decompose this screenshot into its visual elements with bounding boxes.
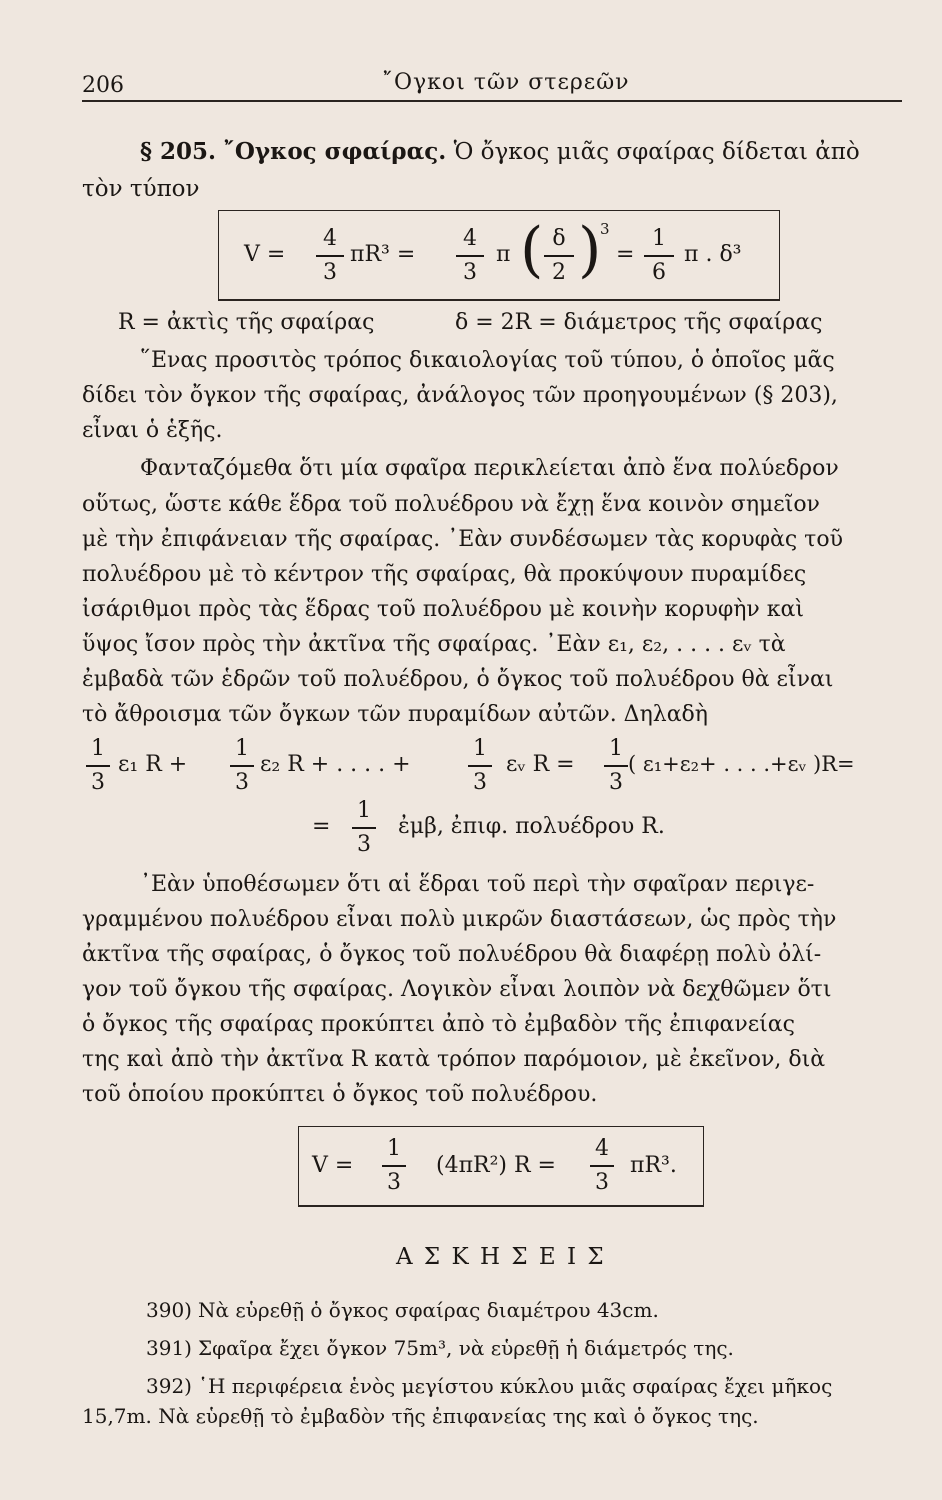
f2-dd: 3	[609, 770, 623, 795]
section-heading	[140, 140, 860, 164]
p2-line-4: πολυέδρου μὲ τὸ κέντρον τῆς σφαίρας, θὰ προκύψουν πυραμίδες	[82, 562, 807, 587]
f2-na: 1	[91, 736, 105, 761]
f1-t2: π	[496, 242, 511, 267]
f2-t3: εᵥ R =	[506, 752, 575, 777]
exercise-number: 390)	[146, 1298, 192, 1322]
f2-da: 3	[91, 770, 105, 795]
f2-frac-a	[86, 738, 110, 794]
f3-t2: πR³.	[630, 1153, 677, 1178]
section-intro-2: τὸν τύπον	[82, 176, 200, 202]
f2-frac-e	[352, 800, 376, 856]
f2-de: 3	[357, 832, 371, 857]
f3-n1: 1	[387, 1136, 401, 1161]
f2-t1: ε₁ R +	[118, 752, 188, 777]
exercise-number: 392)	[146, 1374, 192, 1398]
exercise-number: 391)	[146, 1336, 192, 1360]
f1-pn: δ	[552, 226, 566, 251]
exercise-392-continued: 15,7m. Νὰ εὑρεθῇ τὸ ἐμβαδὸν τῆς ἐπιφανείας της καὶ ὁ ὄγκος της.	[82, 1404, 759, 1428]
f2-nb: 1	[235, 736, 249, 761]
p3-line-6: της καὶ ἀπὸ τὴν ἀκτῖνα R κατὰ τρόπον παρόμοιον, μὲ ἐκεῖνον, διὰ	[82, 1047, 826, 1072]
exercise-text: Σφαῖρα ἔχει ὄγκον 75m³, νὰ εὑρεθῇ ἡ διάμετρός της.	[198, 1336, 734, 1360]
section-number: § 205.	[140, 138, 217, 165]
f2-nc: 1	[473, 736, 487, 761]
f1-d2: 3	[463, 260, 477, 285]
exercise-text: Νὰ εὑρεθῇ ὁ ὄγκος σφαίρας διαμέτρου 43cm.	[198, 1298, 659, 1322]
running-title: ῎Ογκοι τῶν στερεῶν	[382, 70, 630, 95]
exercise-392	[146, 1376, 832, 1396]
f2-frac-b	[230, 738, 254, 794]
p3-line-2: γραμμένου πολυέδρου εἶναι πολὺ μικρῶν διαστάσεων, ὡς πρὸς τὴν	[82, 907, 837, 932]
f2-db: 3	[235, 770, 249, 795]
exercise-text: ῾Η περιφέρεια ἑνὸς μεγίστου κύκλου μιᾶς σφαίρας ἔχει μῆκος	[198, 1374, 833, 1398]
f1-t3: π . δ³	[684, 242, 742, 267]
header-rule	[82, 100, 902, 102]
p2-line-1: Φανταζόμεθα ὅτι μία σφαῖρα περικλείεται ἀπὸ ἕνα πολύεδρον	[140, 456, 839, 481]
p1-line-1: ῞Ενας προσιτὸς τρόπος δικαιολογίας τοῦ τύπου, ὁ ὁποῖος μᾶς	[140, 348, 835, 373]
p3-line-5: ὁ ὄγκος τῆς σφαίρας προκύπτει ἀπὸ τὸ ἐμβαδὸν τῆς ἐπιφανείας	[82, 1012, 795, 1037]
f1-frac-delta-2	[544, 228, 574, 284]
f1-frac-1-6	[644, 228, 674, 284]
f2-frac-c	[468, 738, 492, 794]
f1-d1: 3	[323, 260, 337, 285]
f1-n1: 4	[323, 226, 337, 251]
f2-eq: =	[312, 814, 331, 839]
f1-t1: πR³ =	[350, 242, 416, 267]
f1-frac-4-3b	[456, 228, 484, 284]
f3-V: V =	[312, 1153, 354, 1178]
f1-d3: 6	[652, 260, 666, 285]
p1-line-2: δίδει τὸν ὄγκον τῆς σφαίρας, ἀνάλογος τῶν προηγουμένων (§ 203),	[82, 383, 838, 408]
p3-line-4: γον τοῦ ὄγκου τῆς σφαίρας. Λογικὸν εἶναι λοιπὸν νὰ δεχθῶμεν ὅτι	[82, 977, 832, 1002]
f2-ne: 1	[357, 798, 371, 823]
f2-t2: ε₂ R + . . . . +	[260, 752, 411, 777]
exercises-title: Α Σ Κ Η Σ Ε Ι Σ	[396, 1244, 606, 1270]
p3-line-7: τοῦ ὁποίου προκύπτει ὁ ὄγκος τοῦ πολυέδρου.	[82, 1082, 598, 1107]
f2-t4: ( ε₁+ε₂+ . . . .+εᵥ )R=	[628, 752, 855, 776]
f2-frac-d	[604, 738, 628, 794]
p3-line-3: ἀκτῖνα τῆς σφαίρας, ὁ ὄγκος τοῦ πολυέδρου θὰ διαφέρῃ πολὺ ὀλί-	[82, 942, 822, 967]
f1-V: V =	[244, 242, 286, 267]
f1-eq: =	[616, 242, 635, 267]
f3-d2: 3	[595, 1170, 609, 1195]
f1-n3: 1	[652, 226, 666, 251]
f1-frac-4-3	[316, 228, 344, 284]
f1-pd: 2	[552, 260, 566, 285]
p2-line-5: ἰσάριθμοι πρὸς τὰς ἕδρας τοῦ πολυέδρου μὲ κοινὴν κορυφὴν καὶ	[82, 597, 805, 622]
f3-t1: (4πR²) R =	[436, 1153, 556, 1178]
p2-line-8: τὸ ἄθροισμα τῶν ὄγκων τῶν πυραμίδων αὐτῶν. Δηλαδὴ	[82, 702, 708, 727]
p3-line-1: ᾿Εὰν ὑποθέσωμεν ὅτι αἱ ἕδραι τοῦ περὶ τὴν σφαῖραν περιγε-	[140, 872, 815, 897]
def-R: R = ἀκτὶς τῆς σφαίρας	[118, 310, 375, 335]
f2-t5: ἐμβ, ἐπιφ. πολυέδρου R.	[398, 814, 665, 839]
f3-frac-4-3	[590, 1138, 614, 1194]
p1-line-3: εἶναι ὁ ἑξῆς.	[82, 418, 223, 443]
p2-line-6: ὕψος ἴσον πρὸς τὴν ἀκτῖνα τῆς σφαίρας. ᾿Εὰν ε₁, ε₂, . . . . εᵥ τὰ	[82, 632, 786, 657]
f2-dc: 3	[473, 770, 487, 795]
f2-nd: 1	[609, 736, 623, 761]
f1-n2: 4	[463, 226, 477, 251]
p2-line-3: μὲ τὴν ἐπιφάνειαν τῆς σφαίρας. ᾿Εὰν συνδέσωμεν τὰς κορυφὰς τοῦ	[82, 527, 843, 552]
section-intro-1: Ὁ ὄγκος μιᾶς σφαίρας δίδεται ἀπὸ	[453, 139, 860, 165]
p2-line-7: ἐμβαδὰ τῶν ἑδρῶν τοῦ πολυέδρου, ὁ ὄγκος τοῦ πολυέδρου θὰ εἶναι	[82, 667, 834, 692]
f1-exp: 3	[600, 220, 610, 238]
exercise-391	[146, 1338, 734, 1358]
f1-paren-open: (	[520, 215, 544, 285]
p2-line-2: οὕτως, ὥστε κάθε ἕδρα τοῦ πολυέδρου νὰ ἔχῃ ἕνα κοινὸν σημεῖον	[82, 492, 820, 517]
f3-n2: 4	[595, 1136, 609, 1161]
exercise-390	[146, 1300, 659, 1320]
f3-frac-1-3	[382, 1138, 406, 1194]
f1-paren-close: )	[578, 215, 602, 285]
page-number: 206	[82, 73, 124, 98]
def-delta: δ = 2R = διάμετρος τῆς σφαίρας	[455, 310, 823, 335]
section-title: ῎Ογκος σφαίρας.	[223, 138, 447, 165]
f3-d1: 3	[387, 1170, 401, 1195]
